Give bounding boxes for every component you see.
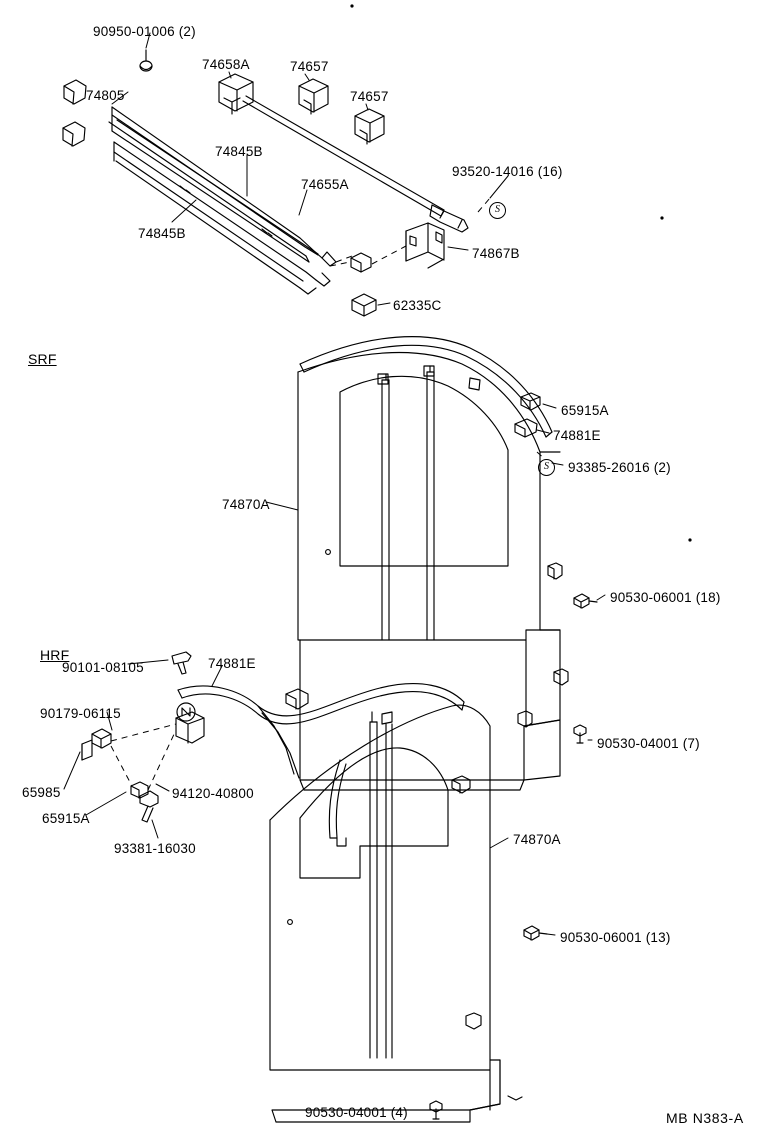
part-label-74658a: 74658A: [202, 57, 250, 72]
part-label-74657-lower: 74657: [350, 89, 389, 104]
part-label-93381-16030: 93381-16030: [114, 841, 196, 856]
part-label-90530-06001-13: 90530-06001 (13): [560, 930, 671, 945]
part-label-65915a-srf: 65915A: [561, 403, 609, 418]
section-label-hrf: HRF: [40, 647, 70, 663]
marker-s-srf: S: [538, 459, 555, 476]
part-label-74805: 74805: [86, 88, 125, 103]
part-label-65915a-hrf: 65915A: [42, 811, 90, 826]
marker-s-top: S: [489, 202, 506, 219]
part-label-74845b-upper: 74845B: [215, 144, 263, 159]
sheet-code: MB N383-A: [666, 1110, 744, 1126]
part-label-74881e-srf: 74881E: [553, 428, 601, 443]
part-label-74655a: 74655A: [301, 177, 349, 192]
part-label-74870a-srf: 74870A: [222, 497, 270, 512]
part-label-74845b-lower: 74845B: [138, 226, 186, 241]
part-label-62335c: 62335C: [393, 298, 442, 313]
part-label-90530-04001-7: 90530-04001 (7): [597, 736, 700, 751]
part-label-90530-06001-18: 90530-06001 (18): [610, 590, 721, 605]
part-label-74657-upper: 74657: [290, 59, 329, 74]
part-label-94120-40800: 94120-40800: [172, 786, 254, 801]
part-label-74881e-hrf: 74881E: [208, 656, 256, 671]
part-label-90530-04001-4: 90530-04001 (4): [305, 1105, 408, 1120]
part-label-90101-08105: 90101-08105: [62, 660, 144, 675]
part-label-74867b: 74867B: [472, 246, 520, 261]
part-label-90179-06115: 90179-06115: [40, 706, 121, 721]
part-label-93520-14016: 93520-14016 (16): [452, 164, 563, 179]
part-label-65985: 65985: [22, 785, 61, 800]
part-label-93385-26016: 93385-26016 (2): [568, 460, 671, 475]
section-label-srf: SRF: [28, 351, 57, 367]
part-label-90950-01006: 90950-01006 (2): [93, 24, 196, 39]
part-label-74870a-hrf: 74870A: [513, 832, 561, 847]
